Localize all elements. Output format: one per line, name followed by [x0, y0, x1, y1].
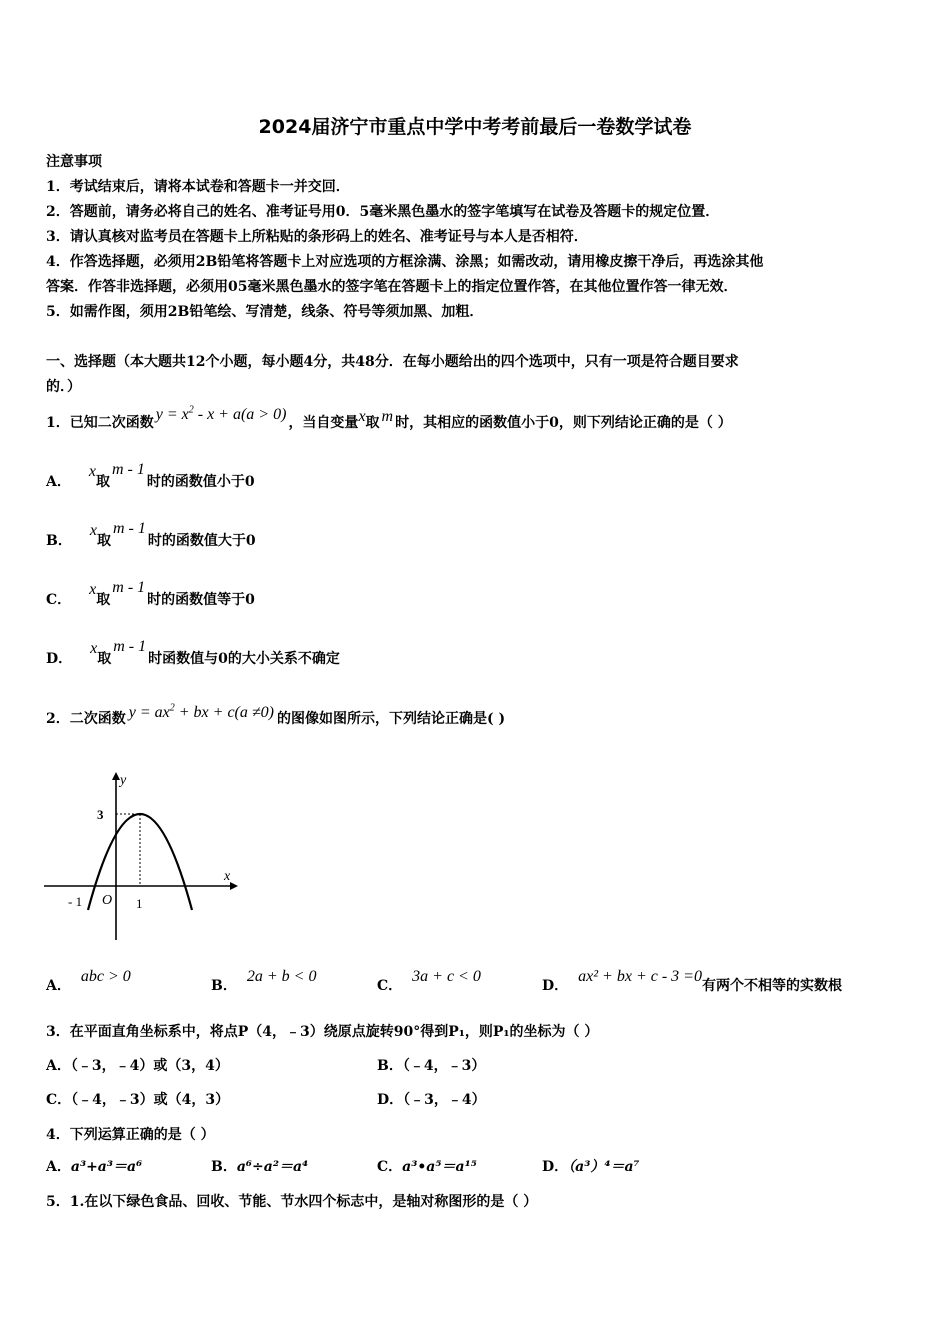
- q2-option-c[interactable]: C．3a + c < 0: [377, 968, 481, 994]
- section-header-cont: 的．）: [46, 379, 81, 395]
- parabola-graph: [40, 768, 250, 948]
- q1-option-d[interactable]: D．x取m - 1时函数值与0的大小关系不确定: [46, 638, 340, 667]
- q1-stem: [46, 404, 732, 433]
- q4-option-c[interactable]: C．a³•a⁵＝a¹⁵: [377, 1159, 477, 1175]
- x-axis-arrow-icon: [230, 882, 238, 890]
- q1-mid1: ，当自变量: [288, 415, 359, 431]
- q1-option-b[interactable]: B．x取m - 1时的函数值大于0: [46, 520, 256, 549]
- page-title: 2024届济宁市重点中学中考考前最后一卷数学试卷: [258, 116, 692, 138]
- notice-item: 1．考试结束后，请将本试卷和答题卡一并交回．: [46, 179, 350, 195]
- q1-var-x: x: [358, 408, 366, 425]
- q3-option-a[interactable]: A．（﹣3，﹣4）或（3，4）: [46, 1058, 229, 1074]
- q3-option-b[interactable]: B．（﹣4，﹣3）: [377, 1058, 486, 1074]
- q1-suffix: 时，其相应的函数值小于0，则下列结论正确的是（ ）: [395, 415, 732, 431]
- notice-item: 2．答题前，请务必将自己的姓名、准考证号用0．5毫米黑色墨水的签字笔填写在试卷及答题卡的规定位置．: [46, 204, 720, 220]
- q4-option-a[interactable]: A．a³+a³＝a⁶: [46, 1159, 143, 1175]
- section-header: 一、选择题（本大题共12个小题，每小题4分，共48分．在每小题给出的四个选项中，只有一项是符合题目要求: [46, 354, 739, 370]
- tick-1: 1: [136, 896, 143, 911]
- q5-stem: 5．1.在以下绿色食品、回收、节能、节水四个标志中，是轴对称图形的是（ ）: [46, 1194, 538, 1210]
- q1-mid2: 取: [365, 415, 380, 431]
- q1-formula: $y = x^2 - x + a(a > 0)$: [155, 404, 287, 423]
- q1-option-a[interactable]: A．x取m - 1时的函数值小于0: [46, 461, 255, 490]
- notice-item: 4．作答选择题，必须用2B铅笔将答题卡上对应选项的方框涂满、涂黑；如需改动，请用橡皮擦干净后，再选涂其他: [46, 254, 764, 270]
- notice-item: 答案．作答非选择题，必须用05毫米黑色墨水的签字笔在答题卡上的指定位置作答，在其他位置作答一律无效．: [46, 279, 738, 295]
- q2-option-a[interactable]: A．abc > 0: [46, 968, 131, 994]
- q4-stem: 4．下列运算正确的是（ ）: [46, 1127, 215, 1143]
- q4-option-d[interactable]: D．（a³）⁴＝a⁷: [542, 1159, 640, 1175]
- q1-var-m: m: [381, 408, 394, 425]
- tick-3: 3: [97, 807, 104, 822]
- q3-option-c[interactable]: C．（﹣4，﹣3）或（4，3）: [46, 1092, 230, 1108]
- q2-stem: 2．二次函数 $y = ax^2$ + bx + c(a ≠0) 的图像如图所示，下列结论正确是( ): [46, 702, 506, 727]
- q3-stem: 3．在平面直角坐标系中，将点P（4，﹣3）绕原点旋转90°得到P₁，则P₁的坐标为（ ）: [46, 1024, 599, 1040]
- notice-item: 3．请认真核对监考员在答题卡上所粘贴的条形码上的姓名、准考证号与本人是否相符．: [46, 229, 588, 245]
- q2-option-b[interactable]: B．2a + b < 0: [211, 968, 317, 994]
- y-label: y: [120, 773, 127, 788]
- y-axis-arrow-icon: [112, 772, 120, 780]
- q1-prefix: 1．已知二次函数: [46, 415, 154, 431]
- notice-item: 5．如需作图，须用2B铅笔绘、写清楚，线条、符号等须加黑、加粗．: [46, 304, 484, 320]
- q4-option-b[interactable]: B．a⁶÷a²＝a⁴: [211, 1159, 309, 1175]
- q1-option-c[interactable]: C．x取m - 1时的函数值等于0: [46, 579, 255, 608]
- q2-option-d[interactable]: D．ax² + bx + c - 3 =0有两个不相等的实数根: [542, 968, 842, 994]
- q2-formula: $y = ax^2$ + bx + c(a ≠0): [128, 702, 274, 721]
- notice-heading: 注意事项: [46, 154, 102, 170]
- tick-neg1: - 1: [68, 894, 83, 909]
- x-label: x: [224, 869, 231, 884]
- q3-option-d[interactable]: D．（﹣3，﹣4）: [377, 1092, 486, 1108]
- origin-label: O: [102, 893, 113, 908]
